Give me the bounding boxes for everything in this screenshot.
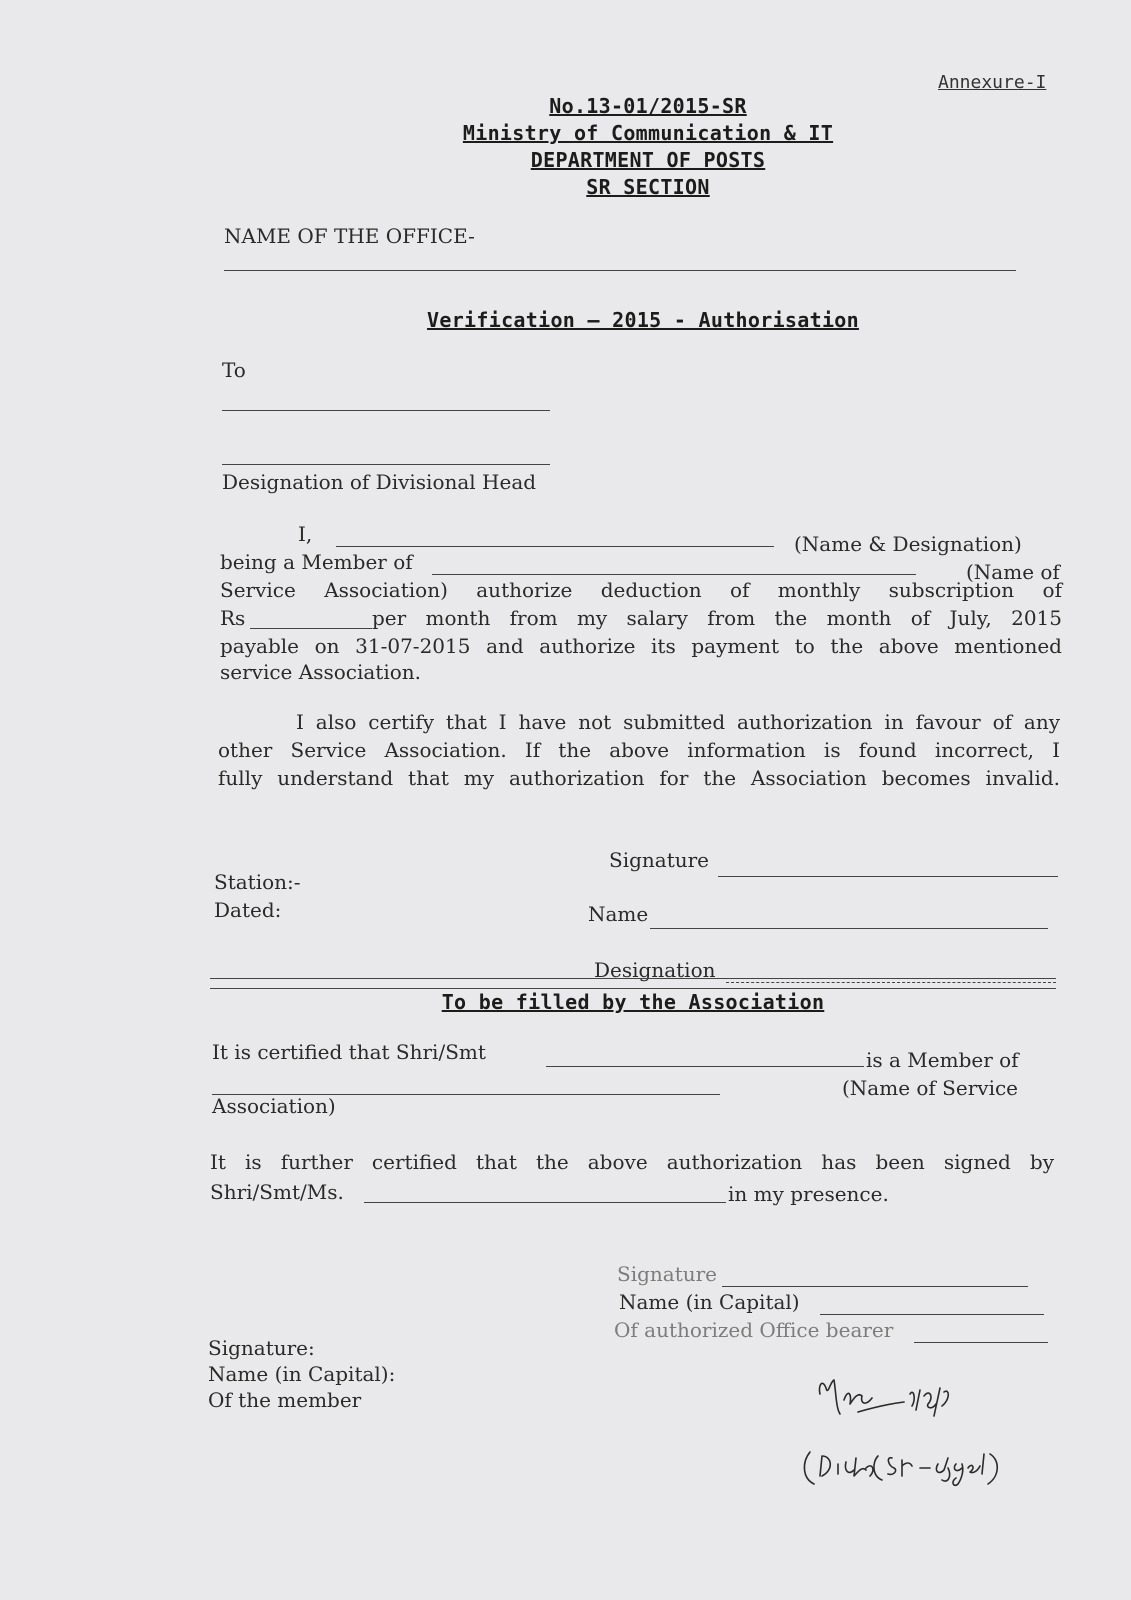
name-of-hint: (Name of xyxy=(966,560,1060,584)
certified-shri-label: It is certified that Shri/Smt xyxy=(212,1040,486,1064)
declaration-line-6: service Association. xyxy=(220,660,421,684)
section-name: SR SECTION xyxy=(586,175,710,199)
office-label: NAME OF THE OFFICE- xyxy=(224,224,475,248)
ministry-name: Ministry of Communication & IT xyxy=(462,121,834,145)
signed-by-line xyxy=(364,1202,726,1203)
bearer-office-line xyxy=(914,1342,1048,1343)
to-label: To xyxy=(222,358,246,382)
signature-line xyxy=(718,876,1058,877)
certify-line-1: I also certify that I have not submitted authorization in favour of any xyxy=(296,710,1060,734)
to-line-2 xyxy=(222,464,550,465)
of-member-label: Of the member xyxy=(208,1388,362,1412)
name-designation-line xyxy=(336,546,774,547)
association-section-title: To be filled by the Association xyxy=(441,990,825,1014)
declaration-line-5: payable on 31-07-2015 and authorize its payment to the above mentioned xyxy=(220,634,1062,658)
designation-line xyxy=(726,982,1056,983)
declaration-line-4: per month from my salary from the month of July, 2015 xyxy=(372,606,1062,630)
to-line-1 xyxy=(222,410,550,411)
designation-label: Designation xyxy=(594,958,716,982)
annexure-label: Annexure-I xyxy=(938,72,1047,93)
association-close-label: Association) xyxy=(212,1094,336,1118)
bearer-signature-line xyxy=(722,1286,1028,1287)
station-label: Station:- xyxy=(214,870,301,894)
certify-line-2: other Service Association. If the above information is found incorrect, I xyxy=(218,738,1060,762)
amount-line xyxy=(250,628,372,629)
file-number: No.13-01/2015-SR xyxy=(549,94,747,118)
department-name: DEPARTMENT OF POSTS xyxy=(530,148,766,172)
member-name-capital-label: Name (in Capital): xyxy=(208,1362,396,1386)
member-name-line xyxy=(546,1066,864,1067)
certify-line-3: fully understand that my authorization for the Association becomes invalid. xyxy=(218,766,1060,790)
handwritten-signature xyxy=(792,1352,1052,1492)
i-label: I, xyxy=(298,522,313,546)
bearer-signature-label: Signature xyxy=(617,1262,718,1286)
signature-label: Signature xyxy=(609,848,710,872)
name-label: Name xyxy=(588,902,649,926)
name-designation-hint: (Name & Designation) xyxy=(794,532,1022,556)
member-of-label: being a Member of xyxy=(220,550,413,574)
in-presence-label: in my presence. xyxy=(728,1182,889,1206)
declaration-line-3: Service Association) authorize deduction of monthly subscription of xyxy=(220,578,1062,602)
rs-label: Rs xyxy=(220,606,246,630)
further-shri-label: Shri/Smt/Ms. xyxy=(210,1180,344,1204)
separator-rule-bottom xyxy=(210,988,1056,989)
separator-rule-top xyxy=(210,978,1056,979)
dated-label: Dated: xyxy=(214,898,282,922)
is-member-label: is a Member of xyxy=(866,1048,1019,1072)
divisional-head-label: Designation of Divisional Head xyxy=(222,470,537,494)
association-name-line xyxy=(432,574,916,575)
member-signature-label: Signature: xyxy=(208,1336,315,1360)
bearer-name-label: Name (in Capital) xyxy=(619,1290,800,1314)
bearer-office-label: Of authorized Office bearer xyxy=(614,1318,894,1342)
name-of-service-hint: (Name of Service xyxy=(842,1076,1019,1100)
form-title: Verification – 2015 - Authorisation xyxy=(427,308,859,332)
office-line xyxy=(224,270,1016,271)
bearer-name-line xyxy=(820,1314,1044,1315)
further-certified-line: It is further certified that the above authorization has been signed by xyxy=(210,1150,1054,1174)
name-line xyxy=(650,928,1048,929)
